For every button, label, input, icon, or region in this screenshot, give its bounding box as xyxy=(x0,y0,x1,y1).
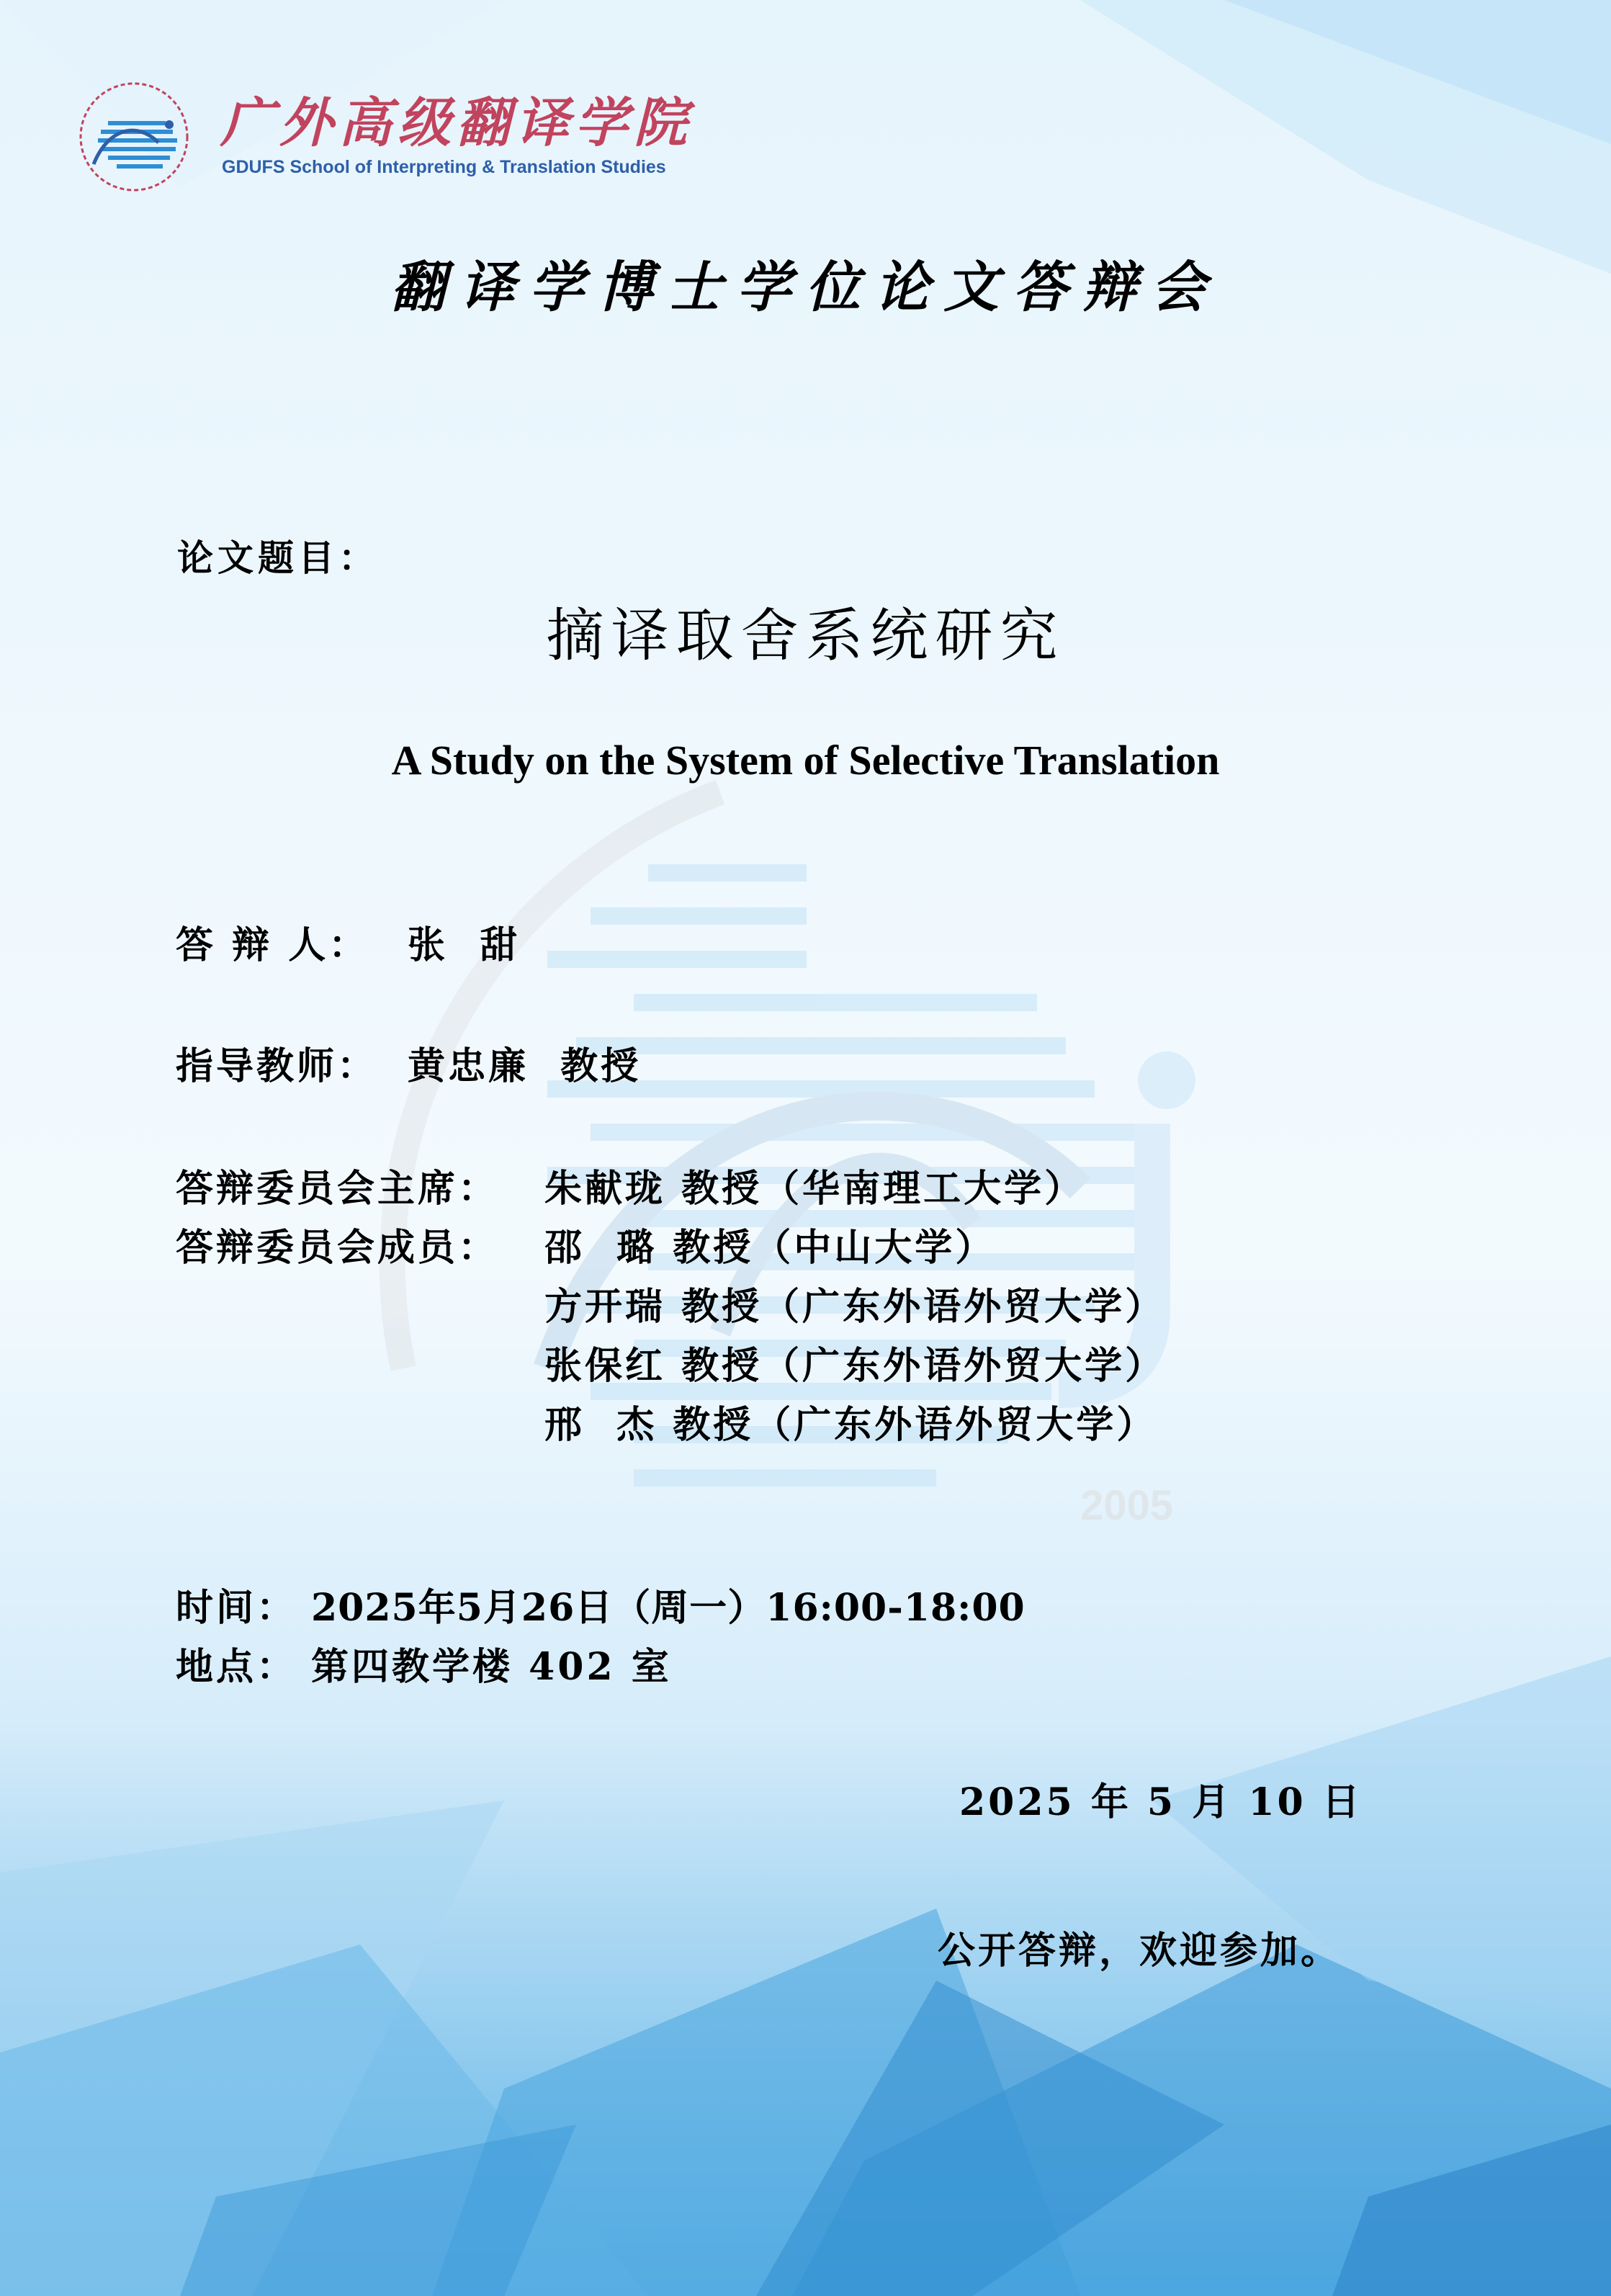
closing-invitation: 公开答辩，欢迎参加。 xyxy=(938,1929,1342,1973)
event-headline: 翻译学博士学位论文答辩会 xyxy=(390,255,1221,319)
college-name-chinese: 广外高级翻译学院 xyxy=(220,92,693,154)
time-value: 2025年5月26日（周一）16:00-18:00 xyxy=(311,1586,1026,1630)
time-label: 时间： xyxy=(176,1586,297,1630)
college-logo-emblem xyxy=(72,78,196,193)
committee-member: 方开瑞 教授（广东外语外贸大学） xyxy=(544,1285,1166,1329)
candidate-label: 答 辩 人： xyxy=(176,923,369,967)
college-name-english: GDUFS School of Interpreting & Translation Studies xyxy=(222,157,666,177)
committee-member: 邵 璐 教授（中山大学） xyxy=(544,1226,996,1270)
issue-date: 2025 年 5 月 10 日 xyxy=(959,1780,1363,1824)
committee-member: 张保红 教授（广东外语外贸大学） xyxy=(544,1344,1166,1388)
supervisor-label: 指导教师： xyxy=(176,1044,378,1088)
committee-members-label: 答辩委员会成员： xyxy=(176,1226,499,1270)
supervisor-name: 黄忠廉 教授 xyxy=(408,1044,642,1088)
committee-chair: 朱献珑 教授（华南理工大学） xyxy=(544,1167,1085,1211)
place-label: 地点： xyxy=(176,1645,297,1689)
thesis-title-label: 论文题目： xyxy=(177,537,379,579)
thesis-title-english: A Study on the System of Selective Translation xyxy=(391,737,1220,784)
candidate-name: 张 甜 xyxy=(408,923,521,967)
committee-member: 邢 杰 教授（广东外语外贸大学） xyxy=(544,1403,1157,1447)
thesis-title-chinese: 摘译取舍系统研究 xyxy=(546,602,1065,669)
svg-text:2005: 2005 xyxy=(1080,1482,1174,1529)
place-value: 第四教学楼 402 室 xyxy=(311,1645,672,1689)
committee-chair-label: 答辩委员会主席： xyxy=(176,1167,499,1211)
